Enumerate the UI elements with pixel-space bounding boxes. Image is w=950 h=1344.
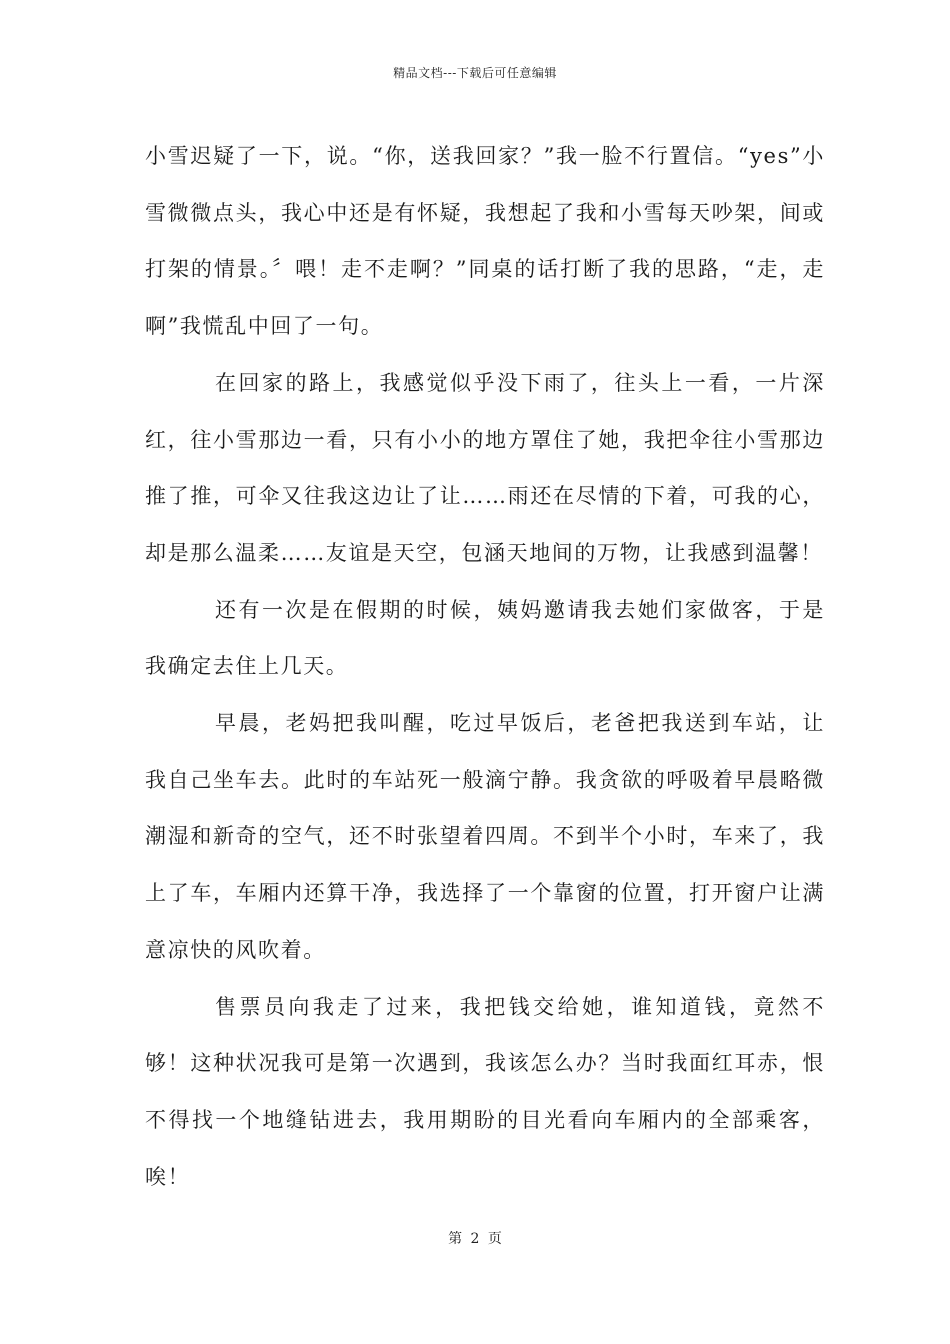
paragraph-2: 在回家的路上，我感觉似乎没下雨了，往头上一看，一片深红，往小雪那边一看，只有小小的地方罩住了她，我把伞往小雪那边推了推，可伞又往我这边让了让……雨还在尽情的下着，可我的心，却是那么温柔……友谊是天空，包涵天地间的万物，让我感到温馨！ — [145, 370, 825, 565]
page-header: 精品文档---下载后可任意编辑 — [393, 66, 557, 80]
paragraph-1: 小雪迟疑了一下，说。“你，送我回家？”我一脸不行置信。“yes”小雪微微点头，我心中还是有怀疑，我想起了我和小雪每天吵架，间或打架的情景。〞喂！走不走啊？”同桌的话打断了我的思路，“走，走啊”我慌乱中回了一句。 — [145, 144, 825, 339]
paragraph-4: 早晨，老妈把我叫醒，吃过早饭后，老爸把我送到车站，让我自己坐车去。此时的车站死一般滴宁静。我贪欲的呼吸着早晨略微潮湿和新奇的空气，还不时张望着四周。不到半个小时，车来了，我上了车，车厢内还算干净，我选择了一个靠窗的位置，打开窗户让满意凉快的风吹着。 — [145, 711, 825, 962]
document-body — [145, 128, 825, 1205]
paragraph-3: 还有一次是在假期的时候，姨妈邀请我去她们家做客，于是我确定去住上几天。 — [145, 597, 825, 679]
paragraph-5: 售票员向我走了过来，我把钱交给她，谁知道钱，竟然不够！这种状况我可是第一次遇到，我该怎么办？当时我面红耳赤，恨不得找一个地缝钻进去，我用期盼的目光看向车厢内的全部乘客，唉！ — [145, 994, 825, 1189]
page-number: 第 2 页 — [448, 1231, 502, 1247]
